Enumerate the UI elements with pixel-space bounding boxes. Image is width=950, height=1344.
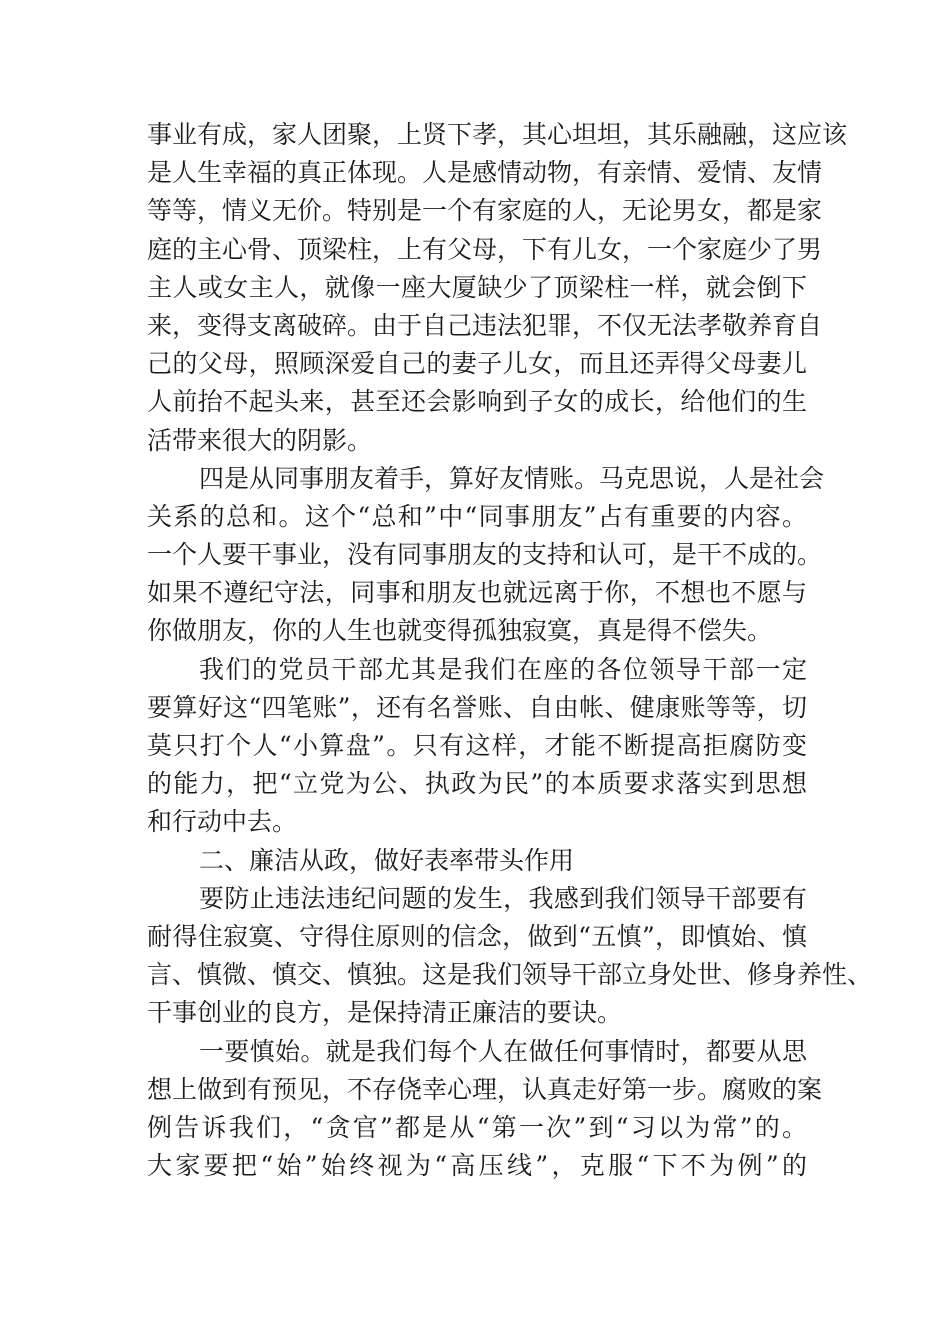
text-line: 来，变得支离破碎。由于自己违法犯罪，不仅无法孝敬养育自: [147, 310, 823, 340]
text-line: 想上做到有预见，不存侥幸心理，认真走好第一步。腐败的案: [147, 1074, 823, 1104]
text-line: 一要慎始。就是我们每个人在做任何事情时，都要从思: [199, 1036, 807, 1066]
text-line: 的能力，把“立党为公、执政为民”的本质要求落实到思想: [147, 769, 807, 799]
text-line: 莫只打个人“小算盘”。只有这样，才能不断提高拒腐防变: [147, 731, 807, 760]
text-line: 你做朋友，你的人生也就变得孤独寂寞，真是得不偿失。: [147, 616, 773, 646]
text-line: 事业有成，家人团聚，上贤下孝，其心坦坦，其乐融融，这应该: [147, 120, 848, 149]
text-line: 等等，情义无价。特别是一个有家庭的人，无论男女，都是家: [147, 196, 823, 226]
text-line: 大家要把“始”始终视为“高压线”，克服“下不为例”的: [147, 1151, 807, 1181]
text-line: 庭的主心骨、顶梁柱，上有父母，下有儿女，一个家庭少了男: [147, 234, 823, 264]
text-line: 言、慎微、慎交、慎独。这是我们领导干部立身处世、修身养性、: [147, 960, 873, 990]
text-line: 是人生幸福的真正体现。人是感情动物，有亲情、爱情、友情: [147, 158, 823, 188]
text-line: 一个人要干事业，没有同事朋友的支持和认可，是干不成的。: [147, 540, 823, 570]
text-line: 干事创业的良方，是保持清正廉洁的要诀。: [147, 998, 623, 1028]
text-line: 活带来很大的阴影。: [147, 425, 373, 455]
text-line: 和行动中去。: [147, 807, 298, 837]
body-text: [147, 116, 873, 1185]
text-line: 要算好这“四笔账”，还有名誉账、自由帐、健康账等等，切: [147, 692, 807, 722]
text-line: 二、廉洁从政，做好表率带头作用: [199, 845, 575, 875]
text-line: 要防止违法违纪问题的发生，我感到我们领导干部要有: [199, 883, 807, 913]
text-line: 我们的党员干部尤其是我们在座的各位领导干部一定: [199, 654, 807, 684]
text-line: 关系的总和。这个“总和”中“同事朋友”占有重要的内容。: [147, 501, 807, 531]
text-line: 主人或女主人，就像一座大厦缺少了顶梁柱一样，就会倒下: [147, 272, 807, 302]
text-line: 如果不遵纪守法，同事和朋友也就远离于你，不想也不愿与: [147, 578, 807, 608]
text-line: 四是从同事朋友着手，算好友情账。马克思说，人是社会: [199, 463, 825, 493]
text-line: 己的父母，照顾深爱自己的妻子儿女，而且还弄得父母妻儿: [147, 349, 807, 379]
text-line: 人前抬不起头来，甚至还会影响到子女的成长，给他们的生: [147, 387, 807, 417]
text-line: 例告诉我们，“贪官”都是从“第一次”到“习以为常”的。: [147, 1112, 807, 1142]
text-line: 耐得住寂寞、守得住原则的信念，做到“五慎”，即慎始、慎: [147, 921, 807, 951]
